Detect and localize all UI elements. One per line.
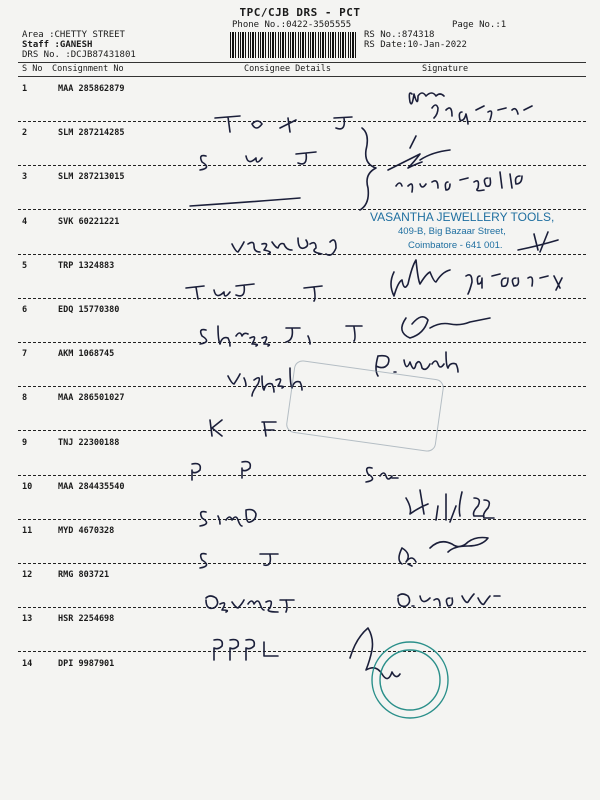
handwritten-consignee-13: [214, 640, 278, 660]
row-serial-number: 7: [22, 349, 28, 359]
col-header-signature: Signature: [422, 64, 469, 74]
row-consignment-number: EDQ 15770380: [58, 305, 120, 315]
stamp-line-2: 409-B, Big Bazaar Street,: [398, 226, 506, 237]
row-consignment-number: SLM 287213015: [58, 172, 125, 182]
handwritten-consignee-4: [232, 238, 336, 255]
row-consignment-number: DPI 9987901: [58, 659, 115, 669]
stamp-line-3: Coimbatore - 641 001.: [408, 240, 503, 251]
page-number: Page No.:1: [452, 20, 507, 30]
row-serial-number: 12: [22, 570, 33, 580]
handwritten-consignee-10: [200, 510, 256, 527]
row-consignment-number: AKM 1068745: [58, 349, 115, 359]
row-consignment-number: MAA 285862879: [58, 84, 125, 94]
row-serial-number: 3: [22, 172, 28, 182]
signature-13: [350, 628, 400, 679]
signature-9: [366, 468, 398, 482]
signature-5: [391, 260, 562, 296]
handwritten-consignee-9: [192, 462, 250, 480]
row-consignment-number: SLM 287214285: [58, 128, 125, 138]
company-seal: [372, 642, 448, 718]
row-serial-number: 9: [22, 438, 28, 448]
row-consignment-number: HSR 2254698: [58, 614, 115, 624]
row-serial-number: 6: [22, 305, 28, 315]
col-header-consignment: Consignment No: [52, 64, 124, 74]
rs-date: RS Date:10-Jan-2022: [364, 40, 467, 50]
handwritten-consignee-12: [206, 596, 294, 612]
signature-6: [402, 317, 490, 338]
signature-2: [388, 136, 522, 192]
faded-stamp: [286, 360, 445, 452]
row-consignment-number: MYD 4670328: [58, 526, 115, 536]
row-consignment-number: RMG 803721: [58, 570, 110, 580]
document-title: TPC/CJB DRS - PCT: [239, 6, 361, 19]
handwritten-consignee-1: [215, 116, 352, 132]
area-line: Area :CHETTY STREET: [22, 30, 125, 40]
row-serial-number: 11: [22, 526, 33, 536]
handwritten-consignee-8: [210, 420, 276, 436]
row-serial-number: 4: [22, 217, 28, 227]
phone-number: Phone No.:0422-3505555: [232, 20, 352, 30]
row-serial-number: 8: [22, 393, 28, 403]
staff-line: Staff :GANESH: [22, 40, 93, 50]
row-serial-number: 1: [22, 84, 28, 94]
signature-10: [406, 490, 494, 522]
handwritten-consignee-3: [190, 198, 300, 206]
row-serial-number: 5: [22, 261, 28, 271]
handwritten-consignee-2: [200, 152, 316, 170]
row-consignment-number: TNJ 22300188: [58, 438, 120, 448]
signature-1: [409, 93, 532, 124]
row-serial-number: 13: [22, 614, 33, 624]
col-header-consignee: Consignee Details: [244, 64, 331, 74]
row-consignment-number: MAA 286501027: [58, 393, 125, 403]
row-consignment-number: SVK 60221221: [58, 217, 120, 227]
row-serial-number: 14: [22, 659, 33, 669]
row-consignment-number: MAA 284435540: [58, 482, 125, 492]
row-serial-number: 10: [22, 482, 33, 492]
row-serial-number: 2: [22, 128, 28, 138]
row-consignment-number: TRP 1324883: [58, 261, 115, 271]
signature-7: [376, 352, 458, 376]
drs-number-line: DRS No. :DCJB87431801: [22, 50, 136, 60]
signature-12: [398, 594, 500, 606]
brace: [360, 128, 376, 210]
handwritten-consignee-6: [200, 326, 362, 346]
handwritten-consignee-11: [200, 554, 278, 568]
stamp-line-1: VASANTHA JEWELLERY TOOLS,: [370, 210, 555, 224]
handwritten-consignee-5: [186, 284, 322, 301]
rs-number: RS No.:874318: [364, 30, 435, 40]
signature-4: [518, 232, 558, 252]
signature-11: [399, 538, 488, 567]
col-header-sno: S No: [22, 64, 43, 74]
